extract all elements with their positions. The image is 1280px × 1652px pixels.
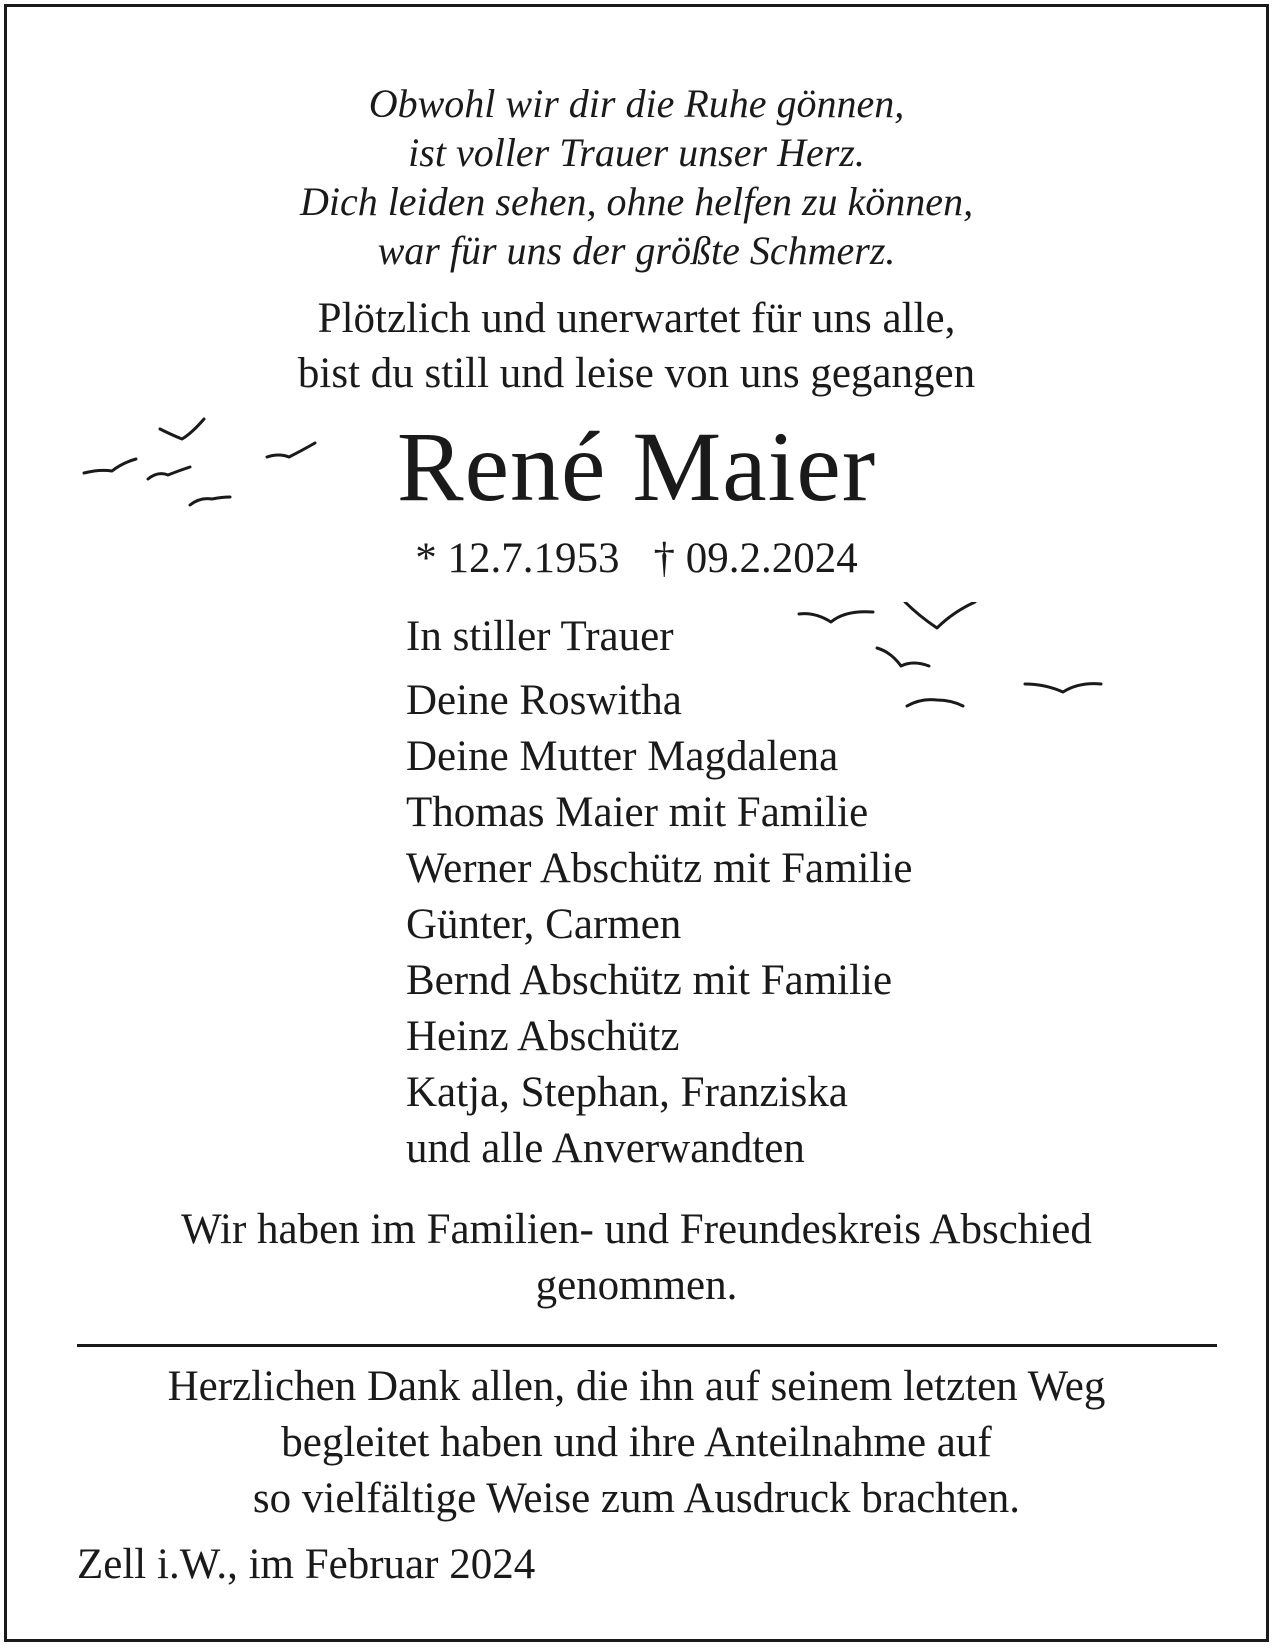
thanks-line: so vielfältige Weise zum Ausdruck brachten. [252,1475,1021,1522]
obituary-frame [4,4,1269,1642]
list-item: Thomas Maier mit Familie [406,789,869,836]
list-item: Katja, Stephan, Franziska [406,1069,848,1116]
divider [77,1344,1217,1347]
farewell-line: genommen. [535,1262,738,1309]
poem-line: ist voller Trauer unser Herz. [408,130,865,175]
poem-line: Dich leiden sehen, ohne helfen zu können, [299,179,974,224]
death-date: † 09.2.2024 [653,535,858,582]
list-item: Werner Abschütz mit Familie [406,845,913,892]
intro-line: Plötzlich und unerwartet für uns alle, [317,295,956,342]
poem [7,79,1266,275]
list-item: und alle Anverwandten [406,1125,805,1172]
birth-date: * 12.7.1953 [415,535,620,582]
list-item: Heinz Abschütz [406,1013,680,1060]
intro-line: bist du still und leise von uns gegangen [297,350,976,397]
farewell-note [7,1202,1266,1314]
bird-icon [1025,684,1101,692]
farewell-line: Wir haben im Familien- und Freundeskreis Abschied [181,1206,1092,1253]
list-item: Günter, Carmen [406,901,682,948]
life-dates [7,531,1266,587]
place-and-date: Zell i.W., im Februar 2024 [77,1541,536,1588]
thanks-note [7,1359,1266,1527]
thanks-line: Herzlichen Dank allen, die ihn auf seinem letzten Weg [167,1363,1106,1410]
poem-line: Obwohl wir dir die Ruhe gönnen, [368,81,905,126]
deceased-name: René Maier [396,411,877,522]
list-item: Deine Mutter Magdalena [406,733,839,780]
poem-line: war für uns der größte Schmerz. [377,228,896,273]
bird-icon [905,602,975,628]
bird-icon [907,700,963,706]
mourners-list [406,609,912,1177]
list-item: Deine Roswitha [406,677,682,724]
thanks-line: begleitet haben und ihre Anteilnahme auf [281,1419,992,1466]
intro-text [7,291,1266,401]
list-item: Bernd Abschütz mit Familie [406,957,893,1004]
mourners-heading: In stiller Trauer [406,613,674,660]
mourners-names [406,673,912,1177]
